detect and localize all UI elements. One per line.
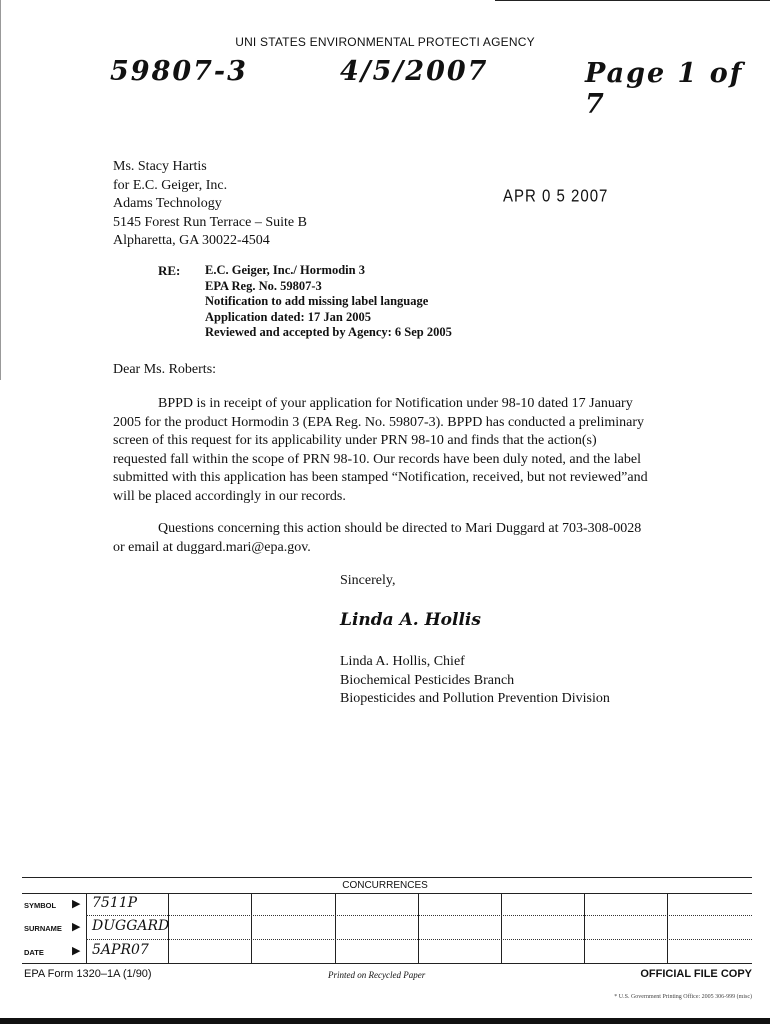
address-line: for E.C. Geiger, Inc. <box>113 177 228 193</box>
address-line: Ms. Stacy Hartis <box>113 159 207 174</box>
left-page-edge <box>0 0 1 380</box>
gpo-imprint: * U.S. Government Printing Office: 2005 306-999 (misc) <box>614 994 752 1000</box>
grid-divider <box>418 893 419 963</box>
symbol-value[interactable]: 7511P <box>92 895 138 911</box>
grid-divider <box>251 893 252 963</box>
handwritten-date: 4/5/2007 <box>340 56 489 87</box>
signer-line: Biochemical Pesticides Branch <box>340 672 515 688</box>
re-subject-block <box>205 263 452 341</box>
row-label-text: SURNAME <box>24 924 62 933</box>
re-line: Notification to add missing label language <box>205 294 429 308</box>
row-label-text: SYMBOL <box>24 901 57 910</box>
recycled-note: Printed on Recycled Paper <box>328 970 426 980</box>
grid-divider <box>667 893 668 963</box>
dotted-rule <box>86 915 752 916</box>
body-paragraph-1: BPPD is in receipt of your application for Notification under 98-10 dated 17 January 2005 for the product Hormodin 3 (EPA Reg. No. 59807-3). BPPD has conducted a preliminary screen of this request for its applicability under PRN 98-10 and finds that the action(s) requested fall within the scope of PRN 98-10. Our records have been duly noted, and the label submitted with this application has been stamped “Notification, received, but not reviewed”and will be placed accordingly in our records. <box>113 396 648 504</box>
recipient-address <box>113 158 307 251</box>
signer-line: Linda A. Hollis, Chief <box>340 654 465 669</box>
form-bottom-rule <box>22 963 752 964</box>
grid-divider <box>335 893 336 963</box>
grid-divider <box>501 893 502 963</box>
address-line: 5145 Forest Run Terrace – Suite B <box>113 214 307 230</box>
salutation: Dear Ms. Roberts: <box>113 362 217 377</box>
date-value[interactable]: 5APR07 <box>92 942 149 958</box>
body-paragraph-2: Questions concerning this action should be directed to Mari Duggard at 703-308-0028 or email at duggard.mari@epa.gov. <box>113 521 642 555</box>
signer-line: Biopesticides and Pollution Prevention Division <box>340 691 610 706</box>
agency-header: UNI STATES ENVIRONMENTAL PROTECTI AGENCY <box>235 35 535 49</box>
re-line: EPA Reg. No. 59807-3 <box>205 278 322 293</box>
signature: Linda A. Hollis <box>340 610 481 630</box>
scan-edge <box>0 1018 770 1024</box>
arrow-icon: ▶ <box>72 945 81 957</box>
address-line: Adams Technology <box>113 196 222 211</box>
row-label-surname <box>24 924 62 933</box>
signer-block <box>340 653 610 709</box>
grid-divider <box>86 893 87 963</box>
concurrences-rule <box>22 893 752 894</box>
concurrences-title: CONCURRENCES <box>342 880 428 891</box>
form-top-rule <box>22 877 752 878</box>
arrow-icon: ▶ <box>72 898 81 910</box>
grid-divider <box>584 893 585 963</box>
top-rule <box>495 0 770 1</box>
re-line: E.C. Geiger, Inc./ Hormodin 3 <box>205 263 365 277</box>
address-line: Alpharetta, GA 30022-4504 <box>113 233 270 248</box>
date-stamp: APR 0 5 2007 <box>503 186 609 207</box>
row-label-symbol <box>24 901 56 910</box>
arrow-icon: ▶ <box>72 921 81 933</box>
row-label-date <box>24 948 44 957</box>
handwritten-reg-number: 59807-3 <box>110 56 248 87</box>
official-file-copy: OFFICIAL FILE COPY <box>640 968 752 980</box>
re-line: Reviewed and accepted by Agency: 6 Sep 2005 <box>205 325 452 339</box>
re-line: Application dated: 17 Jan 2005 <box>205 309 371 324</box>
closing: Sincerely, <box>340 573 396 588</box>
re-label: RE: <box>158 263 181 278</box>
dotted-rule <box>86 939 752 940</box>
form-id: EPA Form 1320–1A (1/90) <box>24 968 152 980</box>
row-label-text: DATE <box>24 948 44 957</box>
handwritten-page-number: Page 1 of 7 <box>585 58 744 120</box>
surname-value[interactable]: DUGGARD <box>92 918 170 934</box>
